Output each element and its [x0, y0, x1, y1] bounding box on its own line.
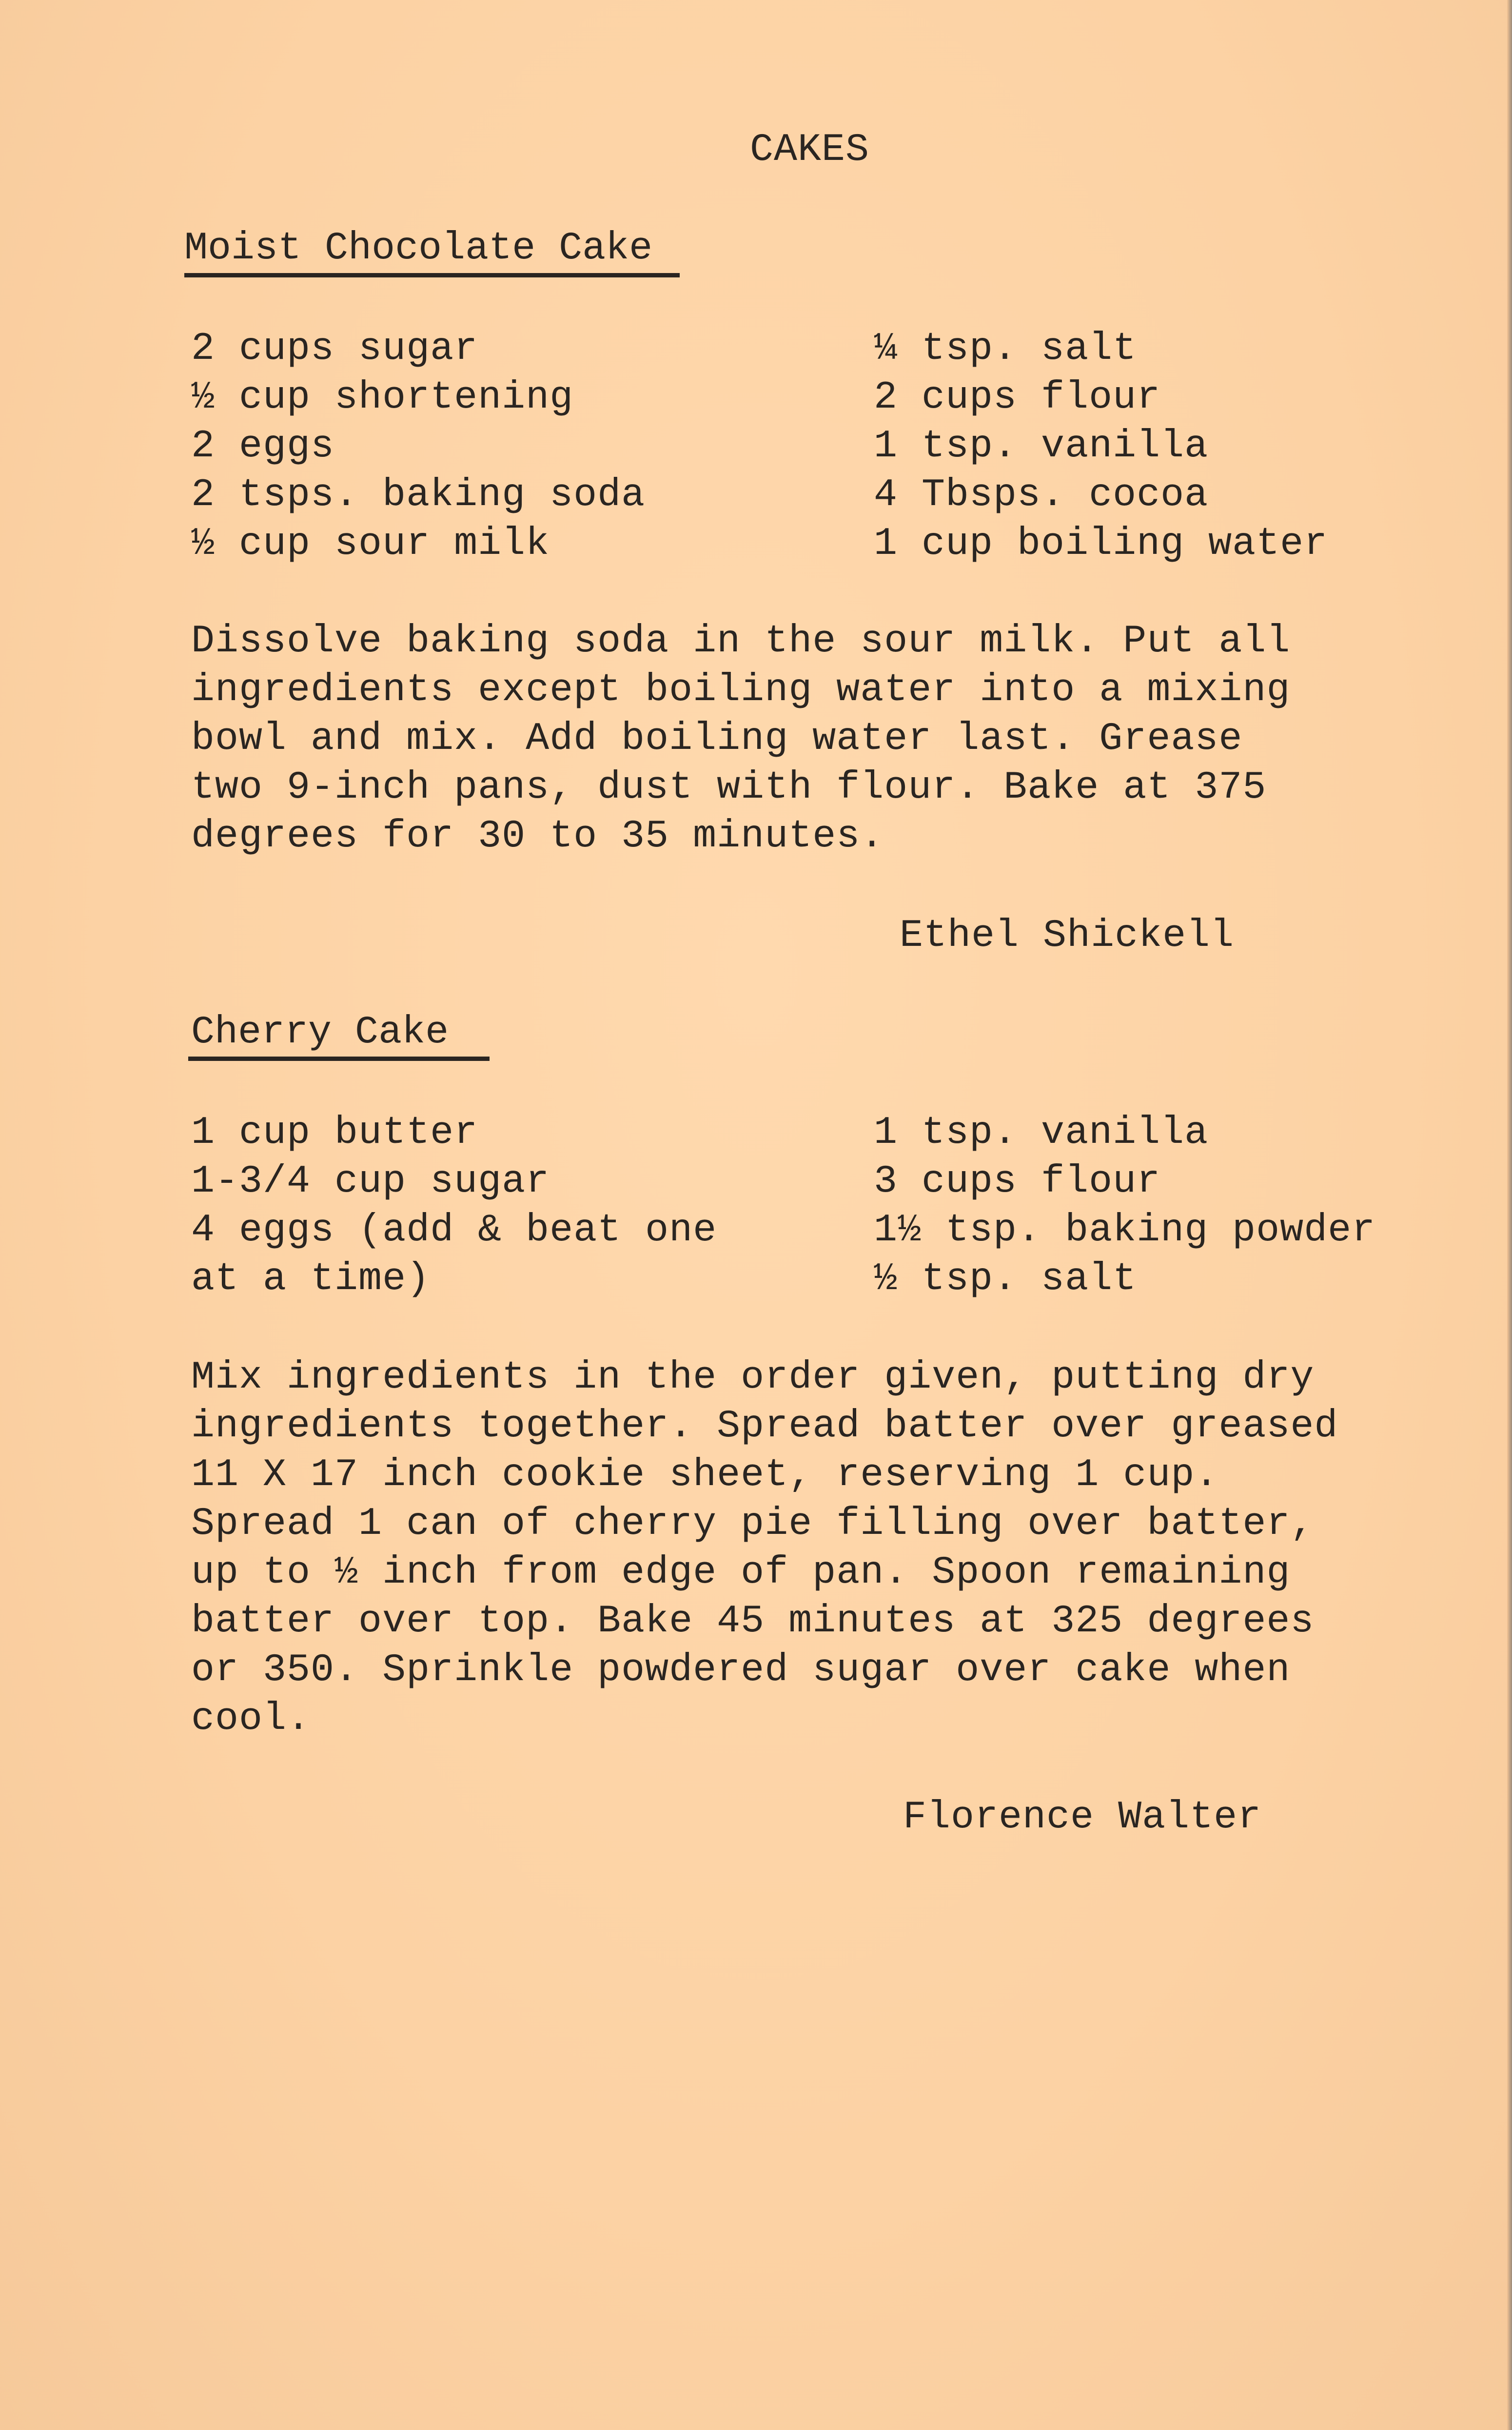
page-title: CAKES [750, 128, 870, 172]
ingredient: 1 cup butter [191, 1111, 478, 1155]
recipe-title: Cherry Cake [191, 1010, 449, 1055]
directions-line: ingredients together. Spread batter over greased [191, 1404, 1338, 1449]
directions-line: Spread 1 can of cherry pie filling over batter, [191, 1502, 1315, 1546]
directions-line: Dissolve baking soda in the sour milk. Put all [191, 619, 1291, 664]
ingredient: 2 cups sugar [191, 327, 478, 371]
ingredient: 2 eggs [191, 424, 335, 469]
ingredient: at a time) [191, 1257, 431, 1301]
recipe-title-underline [184, 273, 680, 277]
page-edge [1507, 0, 1512, 2430]
ingredient: 2 tsps. baking soda [191, 473, 646, 517]
directions-line: or 350. Sprinkle powdered sugar over cake when [191, 1648, 1291, 1692]
recipe-title: Moist Chocolate Cake [184, 226, 653, 271]
contributor: Ethel Shickell [900, 914, 1235, 958]
directions-line: ingredients except boiling water into a mixing [191, 668, 1291, 712]
ingredient: 4 eggs (add & beat one [191, 1208, 717, 1253]
ingredient: 1 tsp. vanilla [874, 1111, 1209, 1155]
contributor: Florence Walter [903, 1795, 1262, 1840]
directions-line: two 9-inch pans, dust with flour. Bake at 375 [191, 765, 1267, 810]
ingredient: ¼ tsp. salt [874, 327, 1137, 371]
directions-line: bowl and mix. Add boiling water last. Grease [191, 717, 1243, 761]
directions-line: degrees for 30 to 35 minutes. [191, 814, 884, 859]
ingredient: ½ tsp. salt [874, 1257, 1137, 1301]
directions-line: Mix ingredients in the order given, putting dry [191, 1355, 1315, 1400]
ingredient: 1 cup boiling water [874, 522, 1328, 566]
directions-line: batter over top. Bake 45 minutes at 325 degrees [191, 1599, 1315, 1644]
ingredient: 4 Tbsps. cocoa [874, 473, 1209, 517]
ingredient: 2 cups flour [874, 375, 1161, 420]
recipe-title-underline [188, 1057, 490, 1061]
directions-line: cool. [191, 1697, 311, 1741]
ingredient: ½ cup shortening [191, 375, 574, 420]
ingredient: 1½ tsp. baking powder [874, 1208, 1376, 1253]
ingredient: 3 cups flour [874, 1159, 1161, 1204]
ingredient: ½ cup sour milk [191, 522, 550, 566]
directions-line: up to ½ inch from edge of pan. Spoon remaining [191, 1550, 1291, 1595]
ingredient: 1-3/4 cup sugar [191, 1159, 550, 1204]
directions-line: 11 X 17 inch cookie sheet, reserving 1 cup. [191, 1453, 1219, 1497]
ingredient: 1 tsp. vanilla [874, 424, 1209, 469]
